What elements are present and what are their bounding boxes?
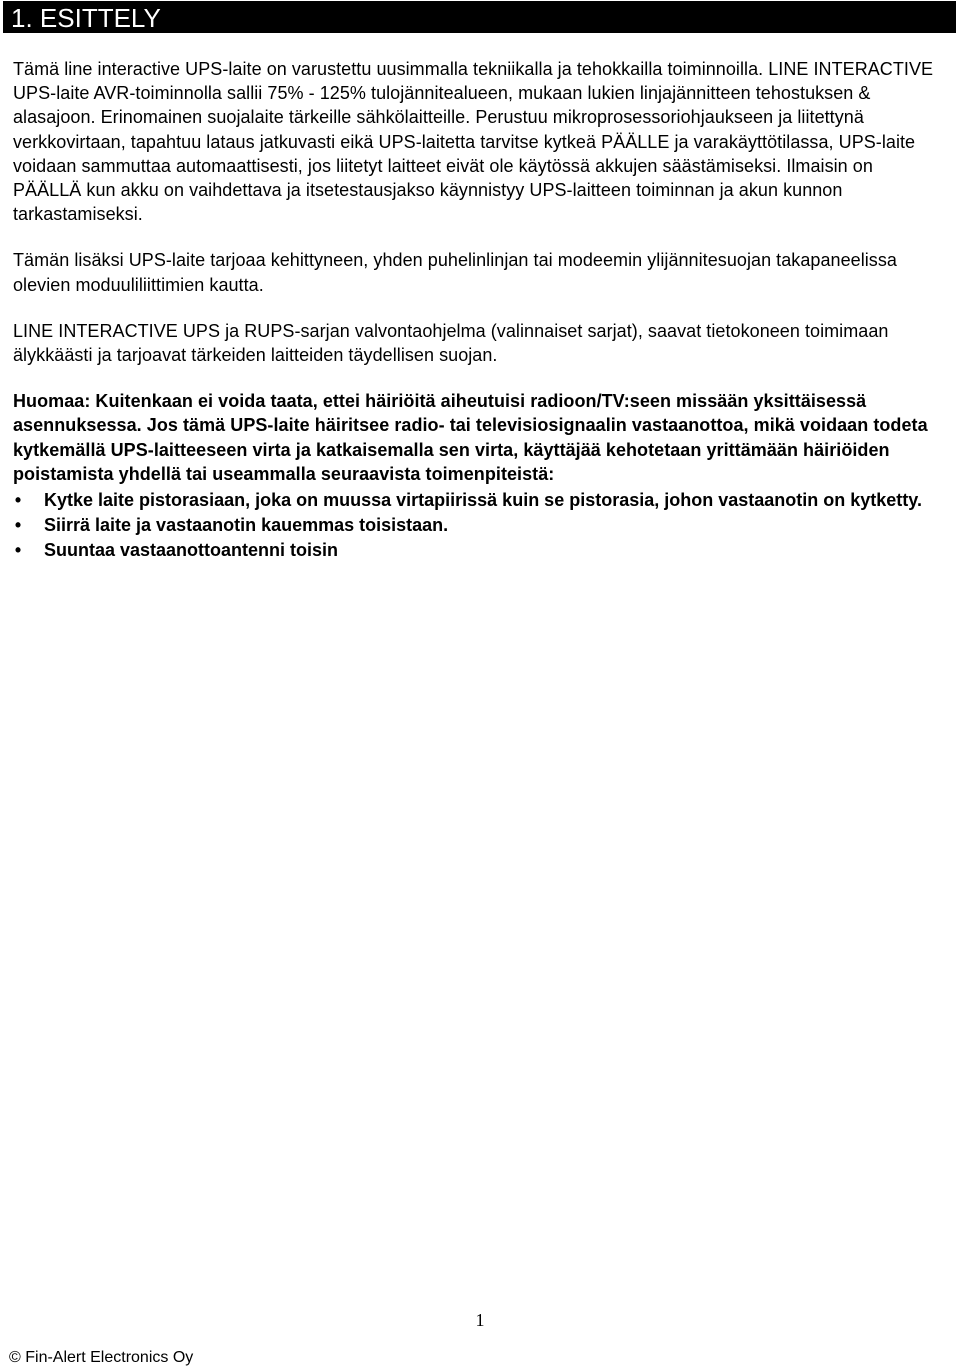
list-item <box>13 538 945 562</box>
footer-copyright: © Fin-Alert Electronics Oy <box>9 1349 194 1366</box>
bullet-icon: • <box>14 515 22 536</box>
list-item-text: Siirrä laite ja vastaanotin kauemmas toisistaan. <box>44 515 449 536</box>
software-paragraph: LINE INTERACTIVE UPS ja RUPS-sarjan valvontaohjelma (valinnaiset sarjat), saavat tietokoneen toimimaan älykkäästi ja tarjoavat tärkeiden laitteiden täydellisen suojan. <box>13 320 889 366</box>
notice-bullet-list <box>13 488 945 563</box>
section-title: 1. ESITTELY <box>11 3 161 33</box>
surge-protection-paragraph: Tämän lisäksi UPS-laite tarjoaa kehittyneen, yhden puhelinlinjan tai modeemin ylijännitesuojan takapaneelissa olevien moduuliliittimien kautta. <box>13 250 897 295</box>
list-item <box>13 513 945 537</box>
list-item <box>13 488 945 512</box>
page-number: 1 <box>475 1310 485 1330</box>
document-body <box>13 57 945 564</box>
bullet-icon: • <box>14 540 22 561</box>
intro-paragraph: Tämä line interactive UPS-laite on varustettu uusimmalla tekniikalla ja tehokkailla toiminnoilla. LINE INTERACTIVE UPS-laite AVR-toiminnolla sallii 75% - 125% tulojännitealueen, mukaan lukien linjajännitteen tehostuksen & alasajoon. Erinomainen suojalaite tärkeille sähkölaitteille. Perustuu mikroprosessoriohjaukseen ja liitettynä verkkovirtaan, tapahtuu lataus jatkuvasti eikä UPS-laitetta tarvitse kytkeä PÄÄLLE ja varakäyttötilassa, UPS-laite voidaan sammuttaa automaattisesti, jos liitetyt laitteet eivät ole käytössä akkujen säästämiseksi. Ilmaisin on PÄÄLLÄ kun akku on vaihdettava ja itsetestausjakso käynnistyy UPS-laitteen toiminnan ja akun kunnon tarkastamiseksi. <box>13 59 934 225</box>
notice-paragraph: Huomaa: Kuitenkaan ei voida taata, ettei häiriöitä aiheutuisi radioon/TV:seen missään yksittäisessä asennuksessa. Jos tämä UPS-laite häiritsee radio- tai televisiosignaalin vastaanottoa, mikä voidaan todeta kytkemällä UPS-laitteeseen virta ja katkaisemalla sen virta, käyttäjää kehotetaan yrittämään häiriöiden poistamista yhdellä tai useammalla seuraavista toimenpiteistä: <box>13 391 928 484</box>
list-item-text: Kytke laite pistorasiaan, joka on muussa virtapiirissä kuin se pistorasia, johon vastaanotin on kytketty. <box>44 490 922 511</box>
bullet-icon: • <box>14 490 22 511</box>
list-item-text: Suuntaa vastaanottoantenni toisin <box>44 540 339 561</box>
section-header-bar <box>3 1 956 33</box>
